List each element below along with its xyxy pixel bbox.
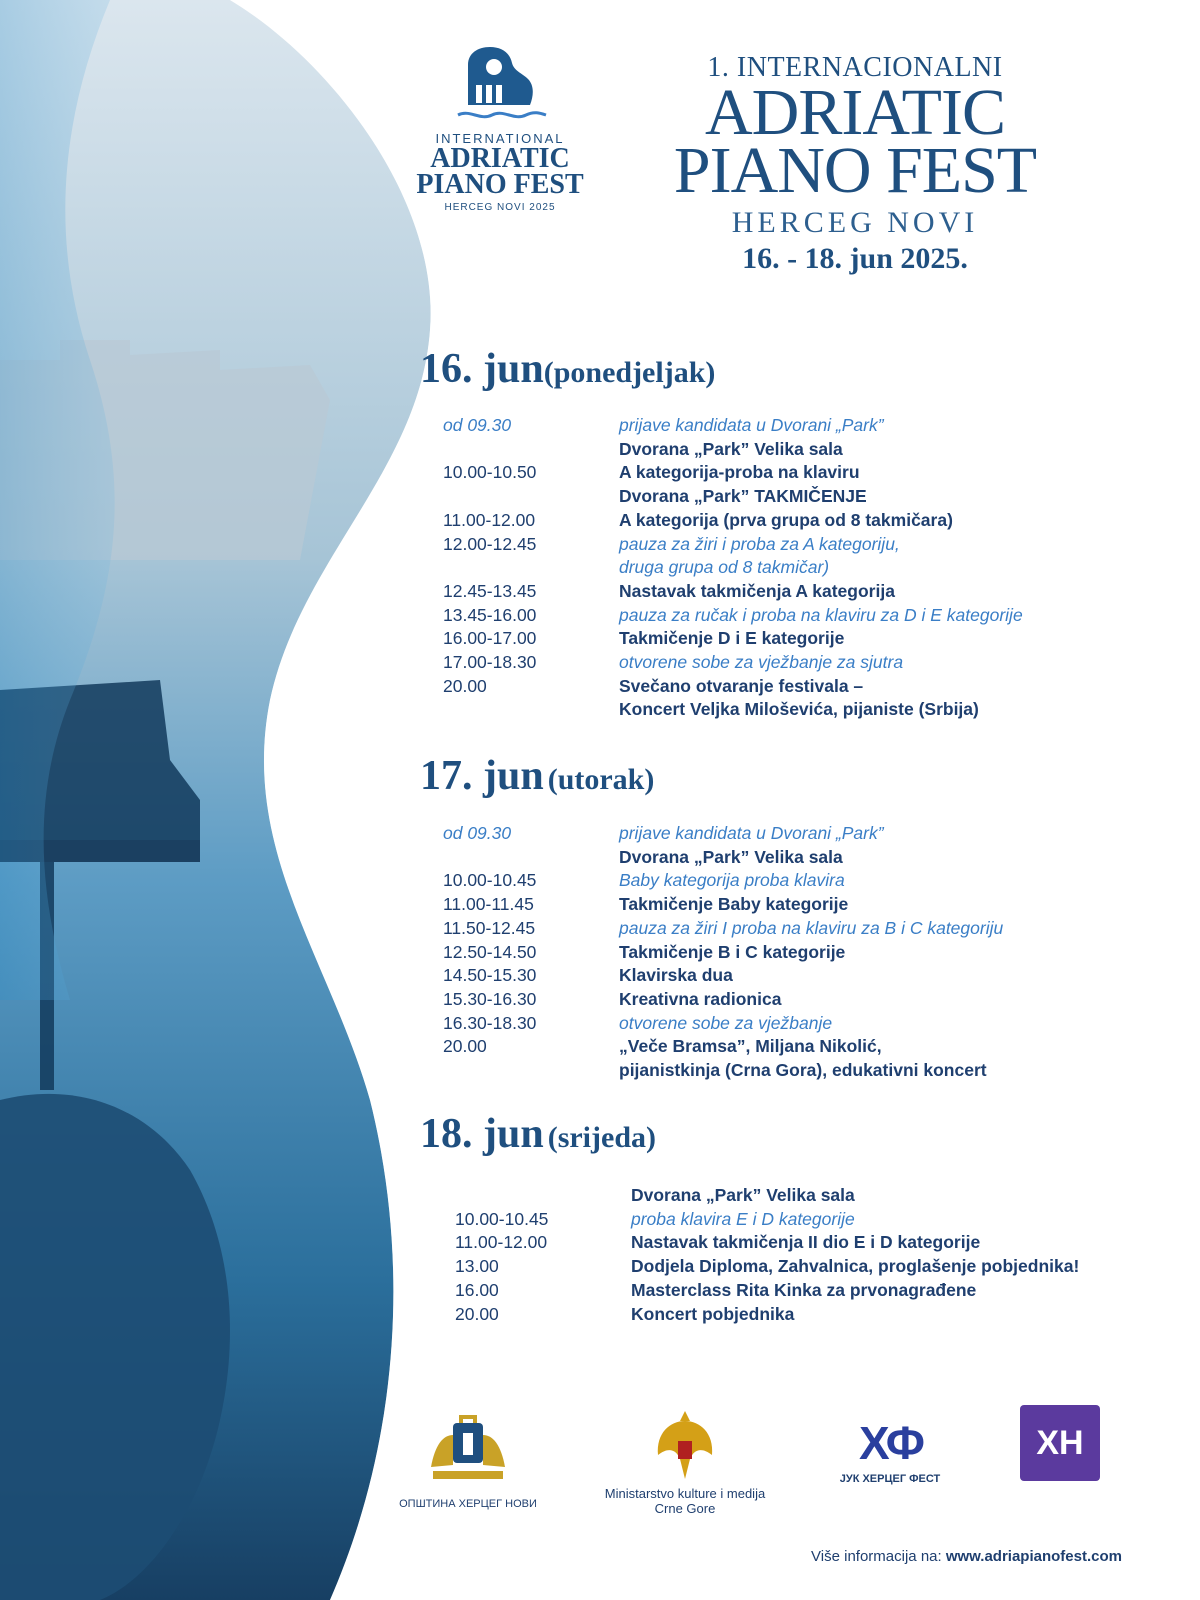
juk-label: ЈУК ХЕРЦЕГ ФЕСТ: [839, 1473, 941, 1485]
schedule-event: pijanistkinja (Crna Gora), edukativni koncert: [619, 1060, 987, 1081]
schedule-event: Nastavak takmičenja A kategorija: [619, 580, 895, 601]
schedule-row: [443, 651, 1163, 675]
footer-info: [811, 1548, 1122, 1565]
schedule-event: Svečano otvaranje festivala –: [619, 675, 864, 696]
schedule-row: [443, 485, 1163, 509]
schedule-time: 17.00-18.30: [443, 652, 537, 673]
schedule-row: [443, 941, 1163, 965]
schedule-event: Dvorana „Park” Velika sala: [631, 1185, 855, 1205]
website-link[interactable]: www.adriapianofest.com: [945, 1548, 1122, 1565]
city-label: HERCEG NOVI: [731, 206, 979, 239]
schedule-time: [443, 698, 619, 722]
schedule-row: [455, 1208, 1175, 1232]
schedule-time: 11.00-11.45: [443, 894, 534, 915]
schedule-event: Koncert Veljka Miloševića, pijaniste (Srbija): [619, 699, 979, 720]
festival-logo: [410, 45, 590, 213]
schedule-event: Dvorana „Park” TAKMIČENJE: [619, 486, 867, 507]
schedule-event: Masterclass Rita Kinka za prvonagrađene: [631, 1279, 977, 1300]
schedule-row: [443, 822, 1163, 846]
schedule-event: Dvorana „Park” Velika sala: [619, 438, 843, 459]
schedule-event: Takmičenje Baby kategorije: [619, 894, 849, 915]
schedule-event: pauza za žiri i proba za A kategoriju,: [619, 533, 900, 554]
schedule-event: prijave kandidata u Dvorani „Park”: [619, 415, 884, 435]
schedule-time: 13.45-16.00: [443, 604, 537, 625]
schedule-event: Takmičenje D i E kategorije: [619, 628, 845, 649]
schedule-row: [455, 1231, 1175, 1255]
schedule-event: pauza za ručak i proba na klaviru za D i E kategorije: [619, 604, 1023, 625]
sponsor-juk-herceg-fest: [830, 1415, 950, 1485]
schedule-time: od 09.30: [443, 823, 512, 843]
day-1-schedule: [443, 414, 1163, 722]
day-1-heading: [420, 345, 715, 393]
schedule-time: 20.00: [455, 1303, 499, 1324]
schedule-time: 11.00-12.00: [455, 1232, 548, 1253]
schedule-time: [443, 556, 619, 580]
schedule-row: [443, 1012, 1163, 1036]
schedule-event: Baby kategorija proba klavira: [619, 870, 845, 891]
schedule-time: 14.50-15.30: [443, 965, 537, 986]
schedule-row: [443, 846, 1163, 870]
schedule-row: [443, 533, 1163, 557]
day-2-heading: [420, 752, 654, 800]
festival-header: [655, 52, 1055, 276]
day-1-weekday: (ponedjeljak): [543, 356, 716, 389]
sponsor-hn-tv: [1020, 1405, 1100, 1481]
schedule-time: 20.00: [443, 675, 487, 696]
schedule-time: [443, 1059, 619, 1083]
logo-line-city-year: HERCEG NOVI 2025: [444, 202, 556, 213]
piano-logo-icon: [450, 45, 550, 125]
sponsor-ministry: [590, 1407, 780, 1516]
day-3-weekday: (srijeda): [547, 1121, 656, 1154]
title-adriatic: ADRIATIC: [705, 76, 1005, 149]
schedule-row: [455, 1303, 1175, 1327]
schedule-row: [443, 509, 1163, 533]
schedule-row: [443, 964, 1163, 988]
schedule-time: [443, 438, 619, 462]
schedule-event: otvorene sobe za vježbanje: [619, 1012, 833, 1033]
schedule-row: [455, 1279, 1175, 1303]
footer-prefix: Više informacija na:: [811, 1548, 942, 1565]
schedule-row: [443, 414, 1163, 438]
schedule-time: 20.00: [443, 1036, 487, 1057]
schedule-event: Takmičenje B i C kategorije: [619, 941, 846, 962]
schedule-time: 15.30-16.30: [443, 988, 537, 1009]
schedule-row: [443, 1035, 1163, 1059]
ministry-line-1: Ministarstvo kulture i medija: [604, 1486, 766, 1501]
schedule-row: [455, 1255, 1175, 1279]
schedule-event: Koncert pobjednika: [631, 1303, 795, 1324]
logo-line-international: INTERNATIONAL: [435, 131, 565, 146]
schedule-time: 11.50-12.45: [443, 917, 536, 938]
schedule-row: [443, 438, 1163, 462]
day-1-date: 16. jun: [420, 346, 544, 392]
schedule-time: 12.50-14.50: [443, 941, 537, 962]
sponsor-municipality-label: ОПШТИНА ХЕРЦЕГ НОВИ: [399, 1498, 537, 1510]
eagle-emblem-icon: [650, 1407, 720, 1483]
schedule-time: 13.00: [455, 1256, 499, 1277]
day-3-schedule: [455, 1184, 1175, 1326]
schedule-time: 16.30-18.30: [443, 1012, 537, 1033]
schedule-event: A kategorija-proba na klaviru: [619, 462, 860, 483]
schedule-time: 16.00-17.00: [443, 628, 537, 649]
schedule-time: [443, 485, 619, 509]
schedule-event: Dvorana „Park” Velika sala: [619, 846, 843, 867]
schedule-row: [443, 556, 1163, 580]
festival-dates: 16. - 18. jun 2025.: [742, 242, 968, 275]
logo-line-adriatic: ADRIATIC: [430, 143, 570, 174]
schedule-event: prijave kandidata u Dvorani „Park”: [619, 823, 884, 843]
schedule-row: [443, 698, 1163, 722]
schedule-row: [443, 1059, 1163, 1083]
schedule-row: [443, 893, 1163, 917]
day-3-heading: [420, 1110, 656, 1158]
schedule-row: [443, 675, 1163, 699]
ministry-line-2: Crne Gore: [654, 1501, 716, 1516]
schedule-time: 10.00-10.45: [443, 870, 537, 891]
schedule-time: 16.00: [455, 1279, 499, 1300]
coat-of-arms-icon: [423, 1415, 513, 1487]
schedule-event: proba klavira E i D kategorije: [631, 1208, 855, 1229]
schedule-event: druga grupa od 8 takmičar): [619, 557, 830, 578]
day-2-weekday: (utorak): [547, 763, 655, 796]
logo-line-piano-fest: PIANO FEST: [416, 169, 584, 200]
title-piano-fest: PIANO FEST: [673, 134, 1037, 207]
schedule-event: pauza za žiri I proba na klaviru za B i C kategoriju: [619, 917, 1004, 938]
schedule-time: 10.00-10.45: [455, 1208, 549, 1229]
schedule-time: 12.45-13.45: [443, 580, 537, 601]
sponsor-logos: [0, 1415, 1200, 1525]
schedule-row: [443, 869, 1163, 893]
schedule-row: [443, 604, 1163, 628]
day-2-schedule: [443, 822, 1163, 1083]
schedule-time: 11.00-12.00: [443, 509, 536, 530]
schedule-event: A kategorija (prva grupa od 8 takmičara): [619, 509, 953, 530]
schedule-event: „Veče Bramsa”, Miljana Nikolić,: [619, 1036, 882, 1057]
day-2-date: 17. jun: [420, 753, 544, 799]
schedule-event: Klavirska dua: [619, 965, 733, 986]
schedule-row: [455, 1184, 1175, 1208]
schedule-time: 10.00-10.50: [443, 462, 537, 483]
schedule-event: Kreativna radionica: [619, 988, 782, 1009]
schedule-event: otvorene sobe za vježbanje za sjutra: [619, 652, 904, 673]
schedule-row: [443, 580, 1163, 604]
schedule-row: [443, 917, 1163, 941]
schedule-time: [455, 1184, 631, 1208]
hn-logo-icon: XH: [1036, 1424, 1084, 1462]
sponsor-municipality: [388, 1415, 548, 1510]
schedule-row: [443, 988, 1163, 1012]
schedule-event: Dodjela Diploma, Zahvalnica, proglašenje pobjednika!: [631, 1256, 1080, 1277]
day-3-date: 18. jun: [420, 1111, 544, 1157]
edition-label: 1. INTERNACIONALNI: [707, 52, 1003, 83]
schedule-row: [443, 627, 1163, 651]
schedule-time: 12.00-12.45: [443, 533, 537, 554]
schedule-time: [443, 846, 619, 870]
schedule-time: od 09.30: [443, 415, 512, 435]
juk-logo-icon: XФ: [859, 1417, 921, 1469]
schedule-event: Nastavak takmičenja II dio E i D kategorije: [631, 1232, 981, 1253]
schedule-row: [443, 461, 1163, 485]
